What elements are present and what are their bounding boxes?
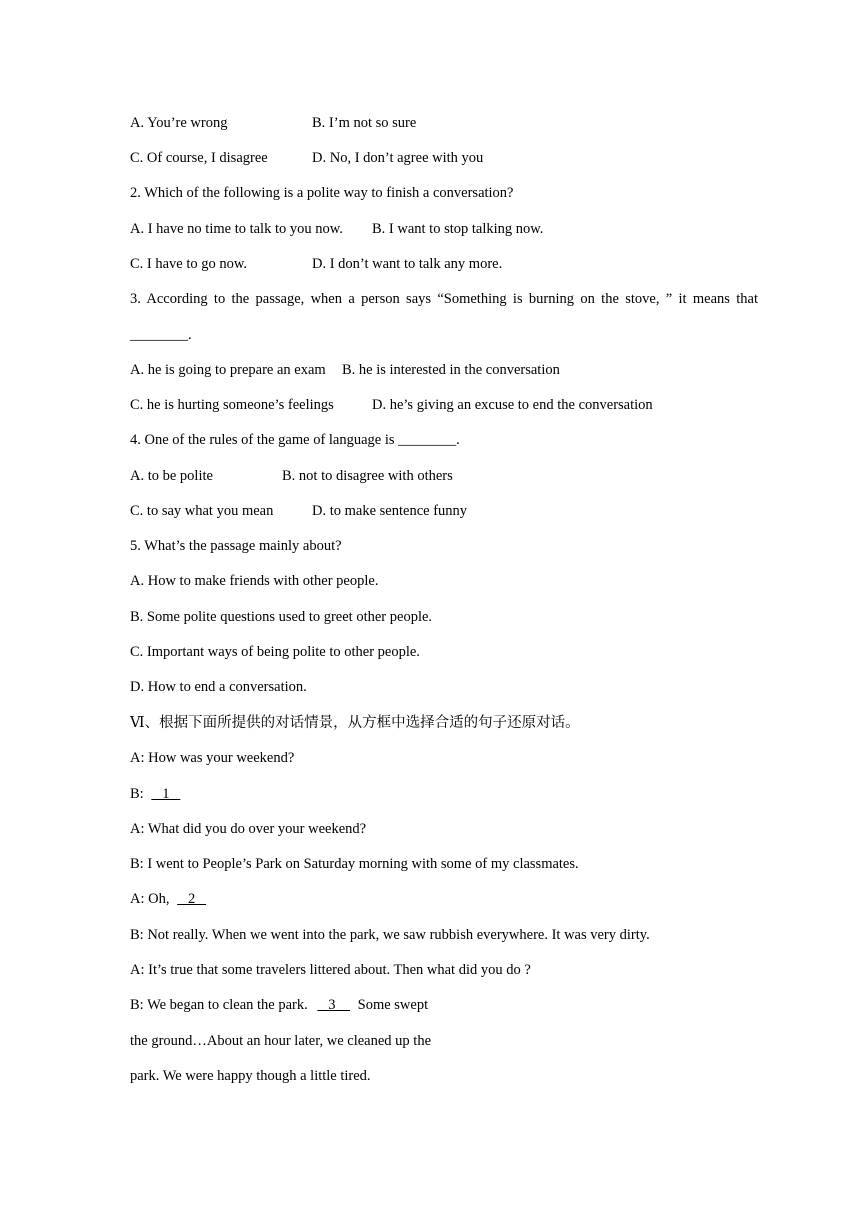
q1-option-b: B. I’m not so sure — [312, 115, 417, 131]
answer-blank-1: 1 — [151, 786, 181, 802]
dialogue-line-3: A: What did you do over your weekend? — [130, 821, 367, 837]
q4-option-c: C. to say what you mean — [130, 503, 274, 519]
q3-stem-continued: ________. — [130, 327, 192, 343]
q5-option-d: D. How to end a conversation. — [130, 679, 307, 695]
q5-option-c: C. Important ways of being polite to other people. — [130, 644, 420, 660]
q5-option-b: B. Some polite questions used to greet other people. — [130, 609, 433, 625]
dialogue-line-1: A: How was your weekend? — [130, 750, 295, 766]
dialogue-line-4: B: I went to People’s Park on Saturday morning with some of my classmates. — [130, 856, 579, 872]
q3-option-c: C. he is hurting someone’s feelings — [130, 397, 334, 413]
line-8-prefix: B: We began to clean the park. — [130, 997, 308, 1013]
q2-stem: 2. Which of the following is a polite way to finish a conversation? — [130, 185, 514, 201]
q5-option-a: A. How to make friends with other people. — [130, 573, 379, 589]
q1-option-c: C. Of course, I disagree — [130, 150, 268, 166]
line-8-suffix: Some swept — [357, 997, 429, 1013]
q4-option-a: A. to be polite — [130, 468, 213, 484]
answer-blank-3: 3 — [317, 997, 350, 1013]
line-5-prefix: A: Oh, — [130, 891, 170, 907]
q3-option-d: D. he’s giving an excuse to end the conversation — [372, 397, 653, 413]
q3-option-b: B. he is interested in the conversation — [342, 362, 560, 378]
speaker-label: B: — [130, 786, 144, 802]
q2-option-d: D. I don’t want to talk any more. — [312, 256, 503, 272]
dialogue-line-5 — [130, 890, 206, 908]
q4-option-d: D. to make sentence funny — [312, 503, 468, 519]
answer-blank-2: 2 — [177, 891, 207, 907]
q4-option-b: B. not to disagree with others — [282, 468, 453, 484]
q3-option-a: A. he is going to prepare an exam — [130, 362, 326, 378]
q5-stem: 5. What’s the passage mainly about? — [130, 538, 342, 554]
dialogue-line-9: the ground…About an hour later, we cleaned up the — [130, 1033, 432, 1049]
q4-stem: 4. One of the rules of the game of language is ________. — [130, 432, 460, 448]
dialogue-line-10: park. We were happy though a little tired. — [130, 1068, 371, 1084]
section-6-heading: Ⅵ、根据下面所提供的对话情景，从方框中选择合适的句子还原对话。 — [130, 715, 580, 731]
q1-option-d: D. No, I don’t agree with you — [312, 150, 484, 166]
q2-option-c: C. I have to go now. — [130, 256, 248, 272]
dialogue-line-2 — [130, 785, 180, 803]
q3-stem: 3. According to the passage, when a person says “Something is burning on the stove, ” it means that — [130, 291, 758, 307]
q2-option-b: B. I want to stop talking now. — [372, 221, 544, 237]
dialogue-line-6: B: Not really. When we went into the park, we saw rubbish everywhere. It was very dirty. — [130, 927, 650, 943]
q1-option-a: A. You’re wrong — [130, 115, 228, 131]
dialogue-line-7: A: It’s true that some travelers littered about. Then what did you do ? — [130, 962, 531, 978]
dialogue-line-8 — [130, 996, 428, 1014]
q2-option-a: A. I have no time to talk to you now. — [130, 221, 343, 237]
